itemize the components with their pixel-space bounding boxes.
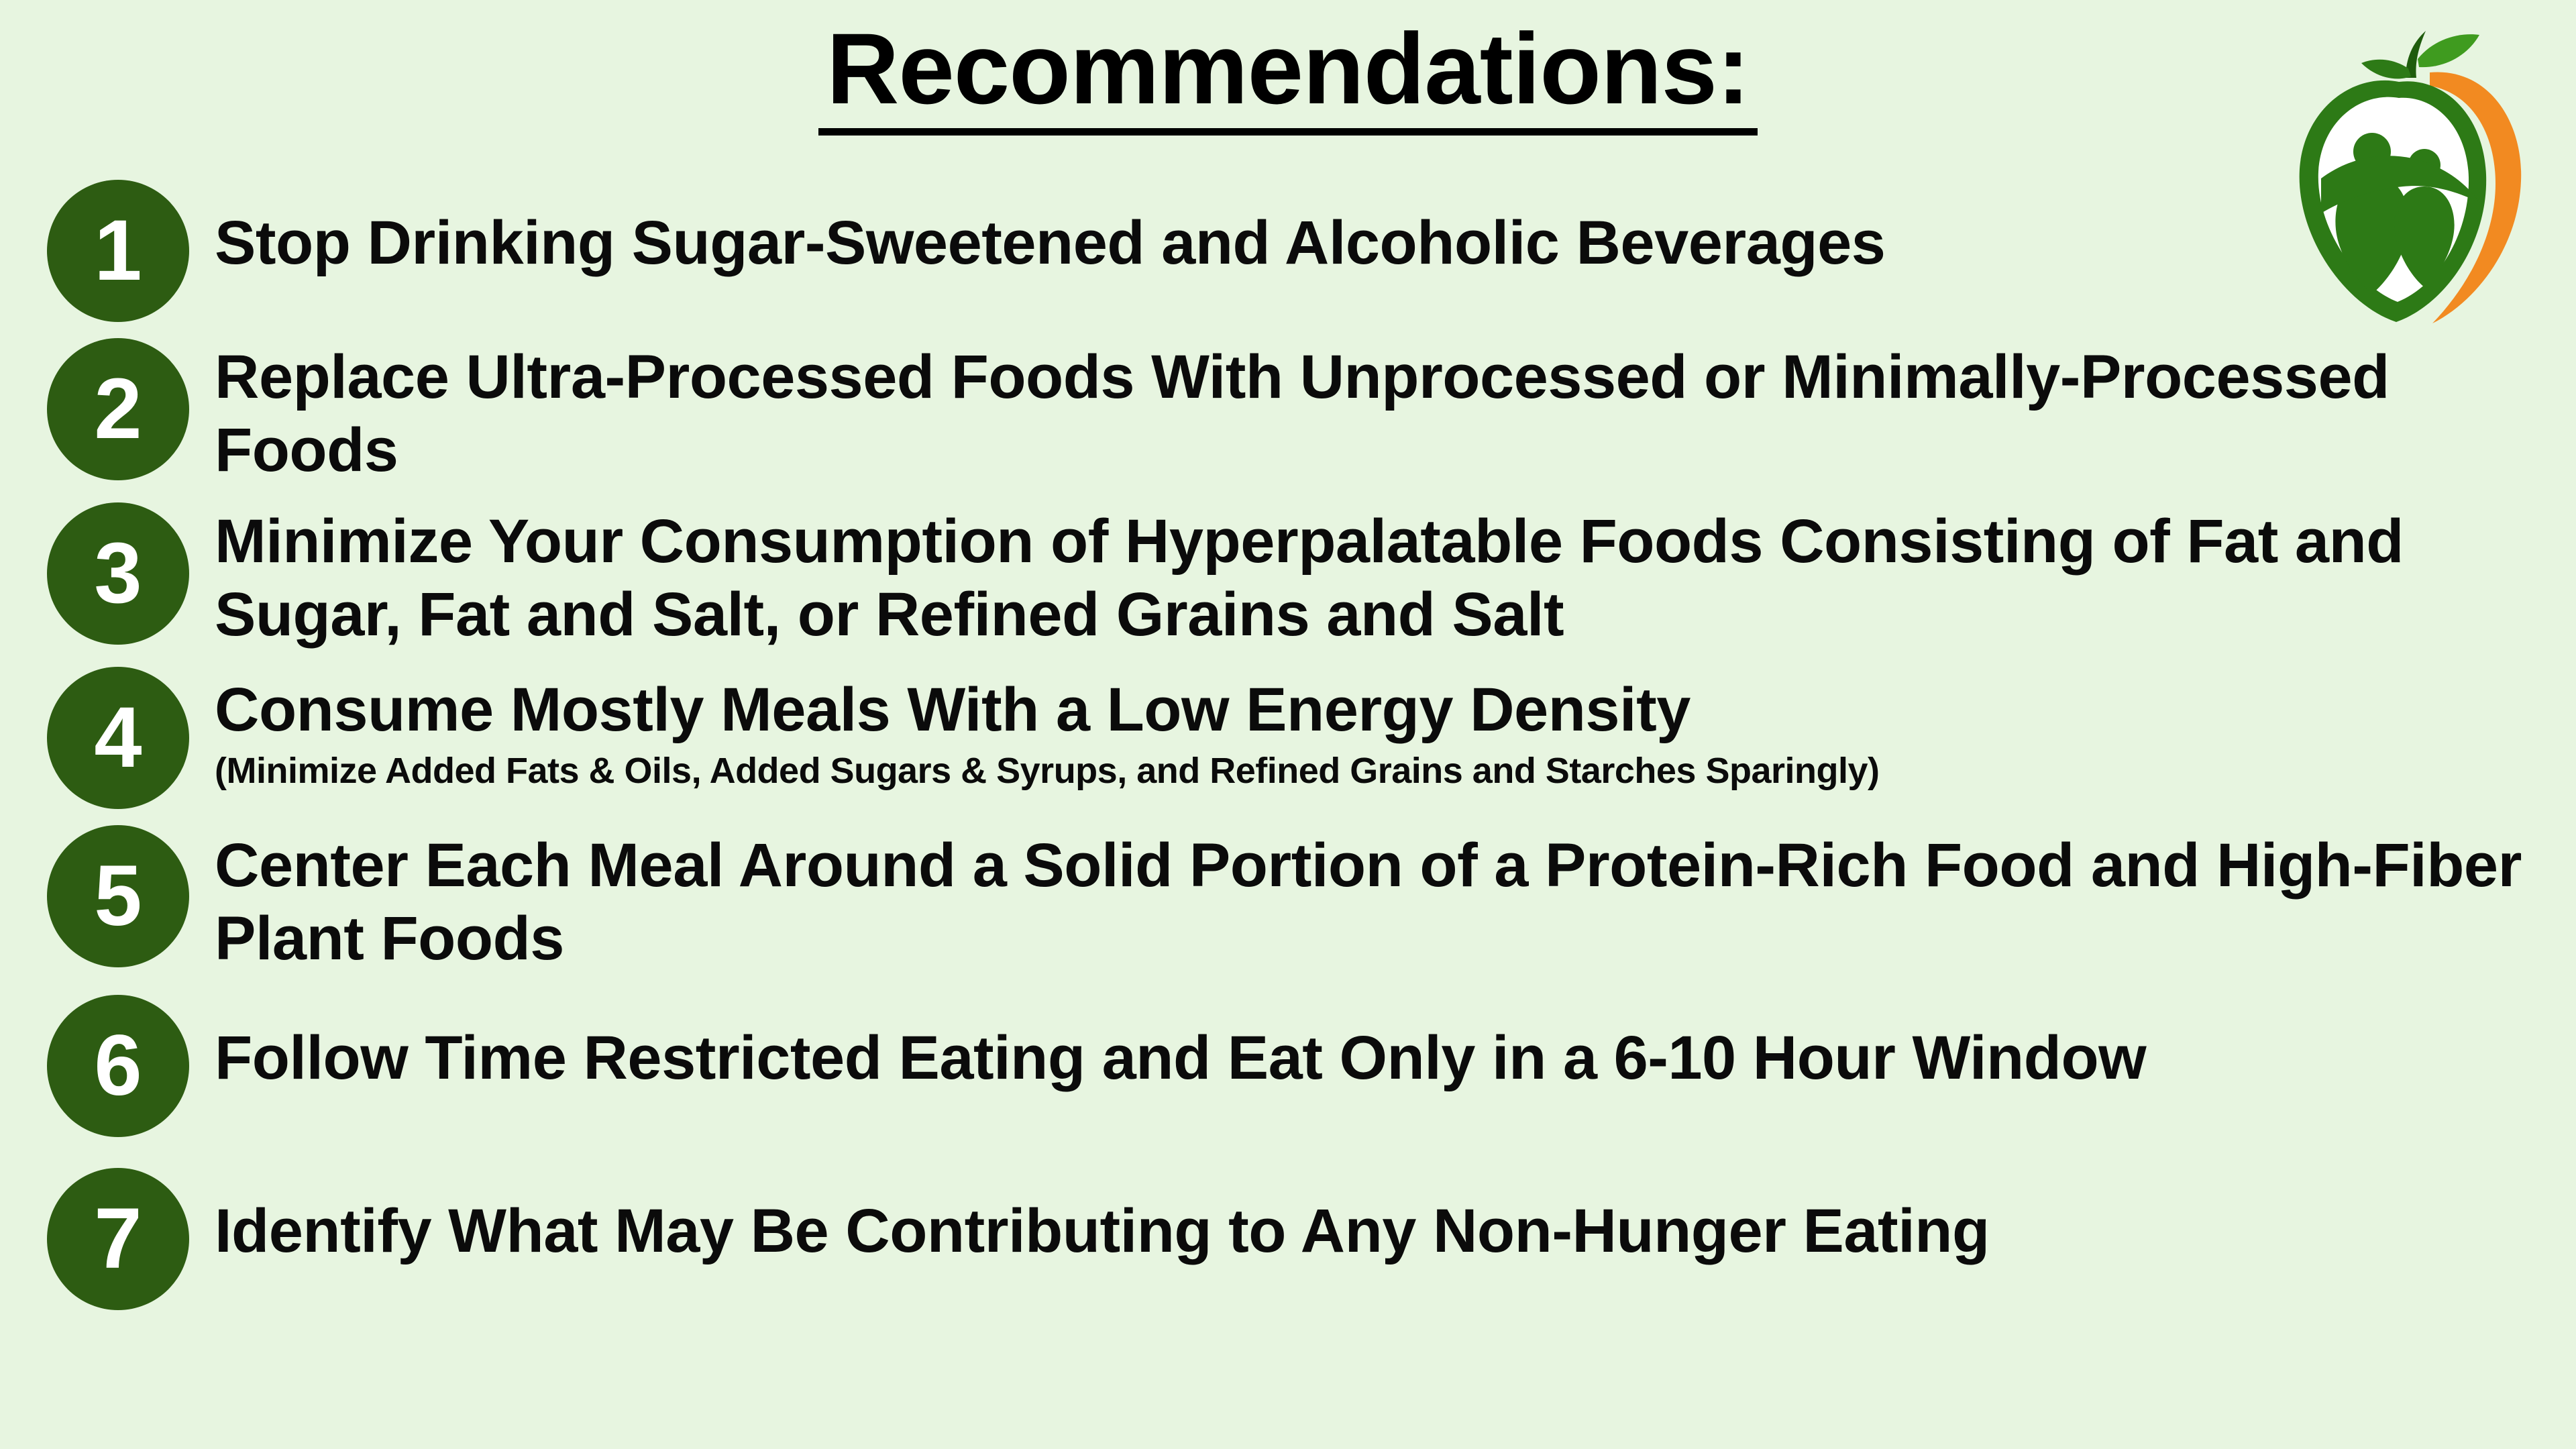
list-item-number-badge: 3 xyxy=(47,502,189,645)
list-item-text: Minimize Your Consumption of Hyperpalatable Foods Consisting of Fat and Sugar, Fat and Salt, or Refined Grains and Salt xyxy=(215,507,2404,649)
list-item-text-column xyxy=(215,825,2529,975)
list-item-text: Stop Drinking Sugar-Sweetened and Alcoholic Beverages xyxy=(215,209,1886,277)
list-item-text: Follow Time Restricted Eating and Eat Only in a 6-10 Hour Window xyxy=(215,1024,2147,1093)
page-title-container xyxy=(0,13,2576,136)
list-item-text: Replace Ultra-Processed Foods With Unprocessed or Minimally-Processed Foods xyxy=(215,343,2390,484)
list-item xyxy=(47,502,2529,651)
page-title: Recommendations: xyxy=(818,13,1758,136)
list-item-text-column xyxy=(215,1168,2529,1268)
list-item-text: Consume Mostly Meals With a Low Energy Density xyxy=(215,676,1690,745)
list-item-text-column xyxy=(215,338,2529,486)
list-item xyxy=(47,825,2529,975)
list-item-subtext: (Minimize Added Fats & Oils, Added Sugars & Syrups, and Refined Grains and Starches Sparingly) xyxy=(215,750,1880,791)
list-item-number-badge: 7 xyxy=(47,1168,189,1310)
recommendations-list xyxy=(47,180,2529,1326)
list-item xyxy=(47,1168,2529,1310)
list-item-text-column xyxy=(215,502,2529,651)
list-item-number-badge: 5 xyxy=(47,825,189,967)
list-item xyxy=(47,995,2529,1137)
list-item-text: Center Each Meal Around a Solid Portion of a Protein-Rich Food and High-Fiber Plant Foods xyxy=(215,831,2522,973)
list-item xyxy=(47,338,2529,486)
list-item-number-badge: 1 xyxy=(47,180,189,322)
list-item-number-badge: 4 xyxy=(47,667,189,809)
list-item-text-column xyxy=(215,995,2529,1095)
list-item-number-badge: 6 xyxy=(47,995,189,1137)
list-item-text-column xyxy=(215,667,2529,792)
list-item xyxy=(47,667,2529,809)
list-item-text: Identify What May Be Contributing to Any Non-Hunger Eating xyxy=(215,1197,1990,1266)
list-item-text-column xyxy=(215,180,2529,280)
list-item xyxy=(47,180,2529,322)
list-item-number-badge: 2 xyxy=(47,338,189,480)
